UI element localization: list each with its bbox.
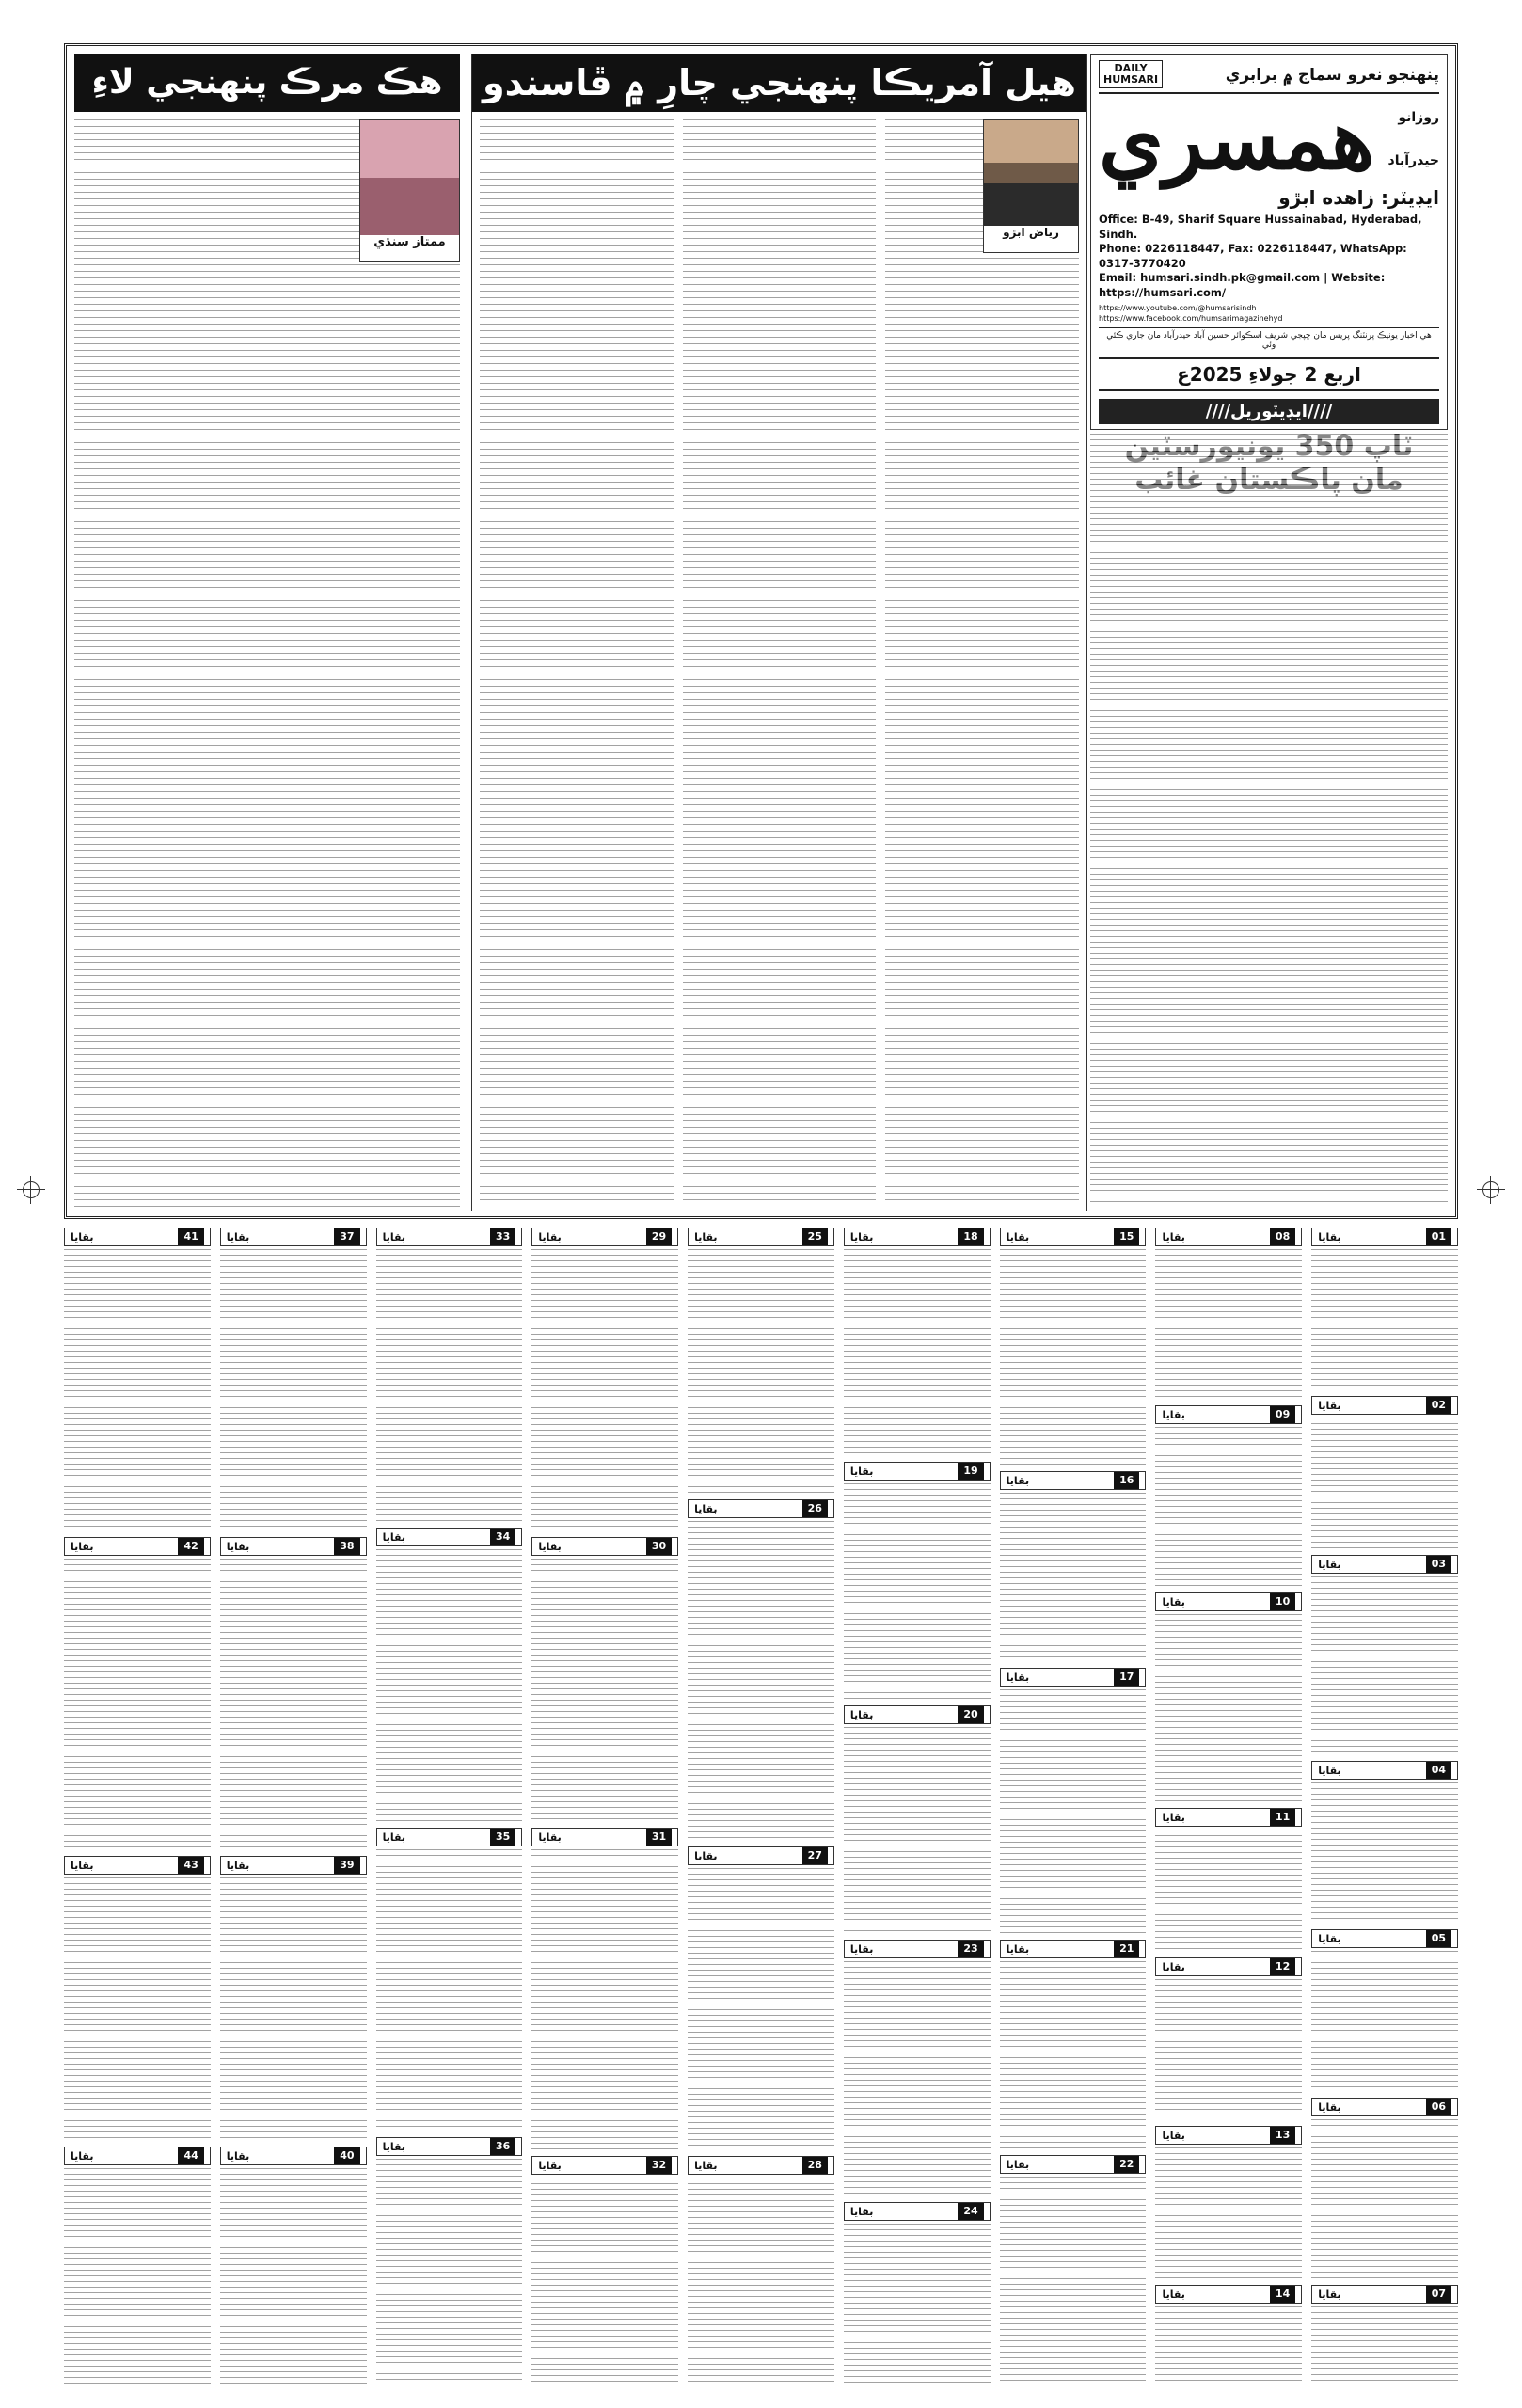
continuation-label: بقايا bbox=[382, 1230, 406, 1244]
continuation-text bbox=[64, 1249, 211, 1531]
continuation-label: بقايا bbox=[694, 1230, 718, 1244]
continuation-number: 30 bbox=[646, 1538, 672, 1555]
continuation-number: 43 bbox=[178, 1857, 203, 1874]
continuation-text bbox=[376, 1249, 523, 1522]
editorial-text bbox=[1090, 434, 1448, 1205]
continuation-tag bbox=[376, 1828, 523, 1846]
continuation-tag bbox=[1311, 1228, 1458, 1246]
continuation-label: بقايا bbox=[849, 1230, 874, 1244]
writer-box bbox=[359, 119, 460, 262]
continuation-tag bbox=[376, 1528, 523, 1546]
continuation-item bbox=[220, 1228, 367, 1531]
continuation-text bbox=[1155, 2147, 1302, 2279]
office-address: Office: B-49, Sharif Square Hussainabad, Hyderabad, Sindh. bbox=[1099, 213, 1422, 241]
continuation-tag bbox=[1155, 2126, 1302, 2145]
continuation-text bbox=[64, 1559, 211, 1850]
continuation-item bbox=[1000, 1471, 1147, 1662]
story-column-1 bbox=[885, 119, 1079, 1203]
continuation-number: 16 bbox=[1114, 1472, 1139, 1489]
printing-notice: هي اخبار يونيڪ پرنٽنگ پريس مان ڇپجي شريف اسڪوائر حسين آباد حيدرآباد مان جاري ڪئي وئي bbox=[1099, 327, 1439, 350]
opinion-body bbox=[74, 119, 460, 1211]
continuation-item bbox=[1311, 1929, 1458, 2092]
city-label: حيدرآباد bbox=[1387, 153, 1439, 169]
continuation-item bbox=[1311, 2285, 1458, 2384]
continuation-item bbox=[64, 1228, 211, 1531]
continuation-label: بقايا bbox=[71, 1540, 94, 1553]
continuation-text bbox=[1155, 1614, 1302, 1802]
continuation-item bbox=[1000, 1940, 1147, 2149]
continuation-label: بقايا bbox=[1162, 2129, 1185, 2142]
continuation-tag bbox=[688, 1499, 834, 1518]
continuation-text bbox=[531, 2178, 678, 2384]
continuation-number: 42 bbox=[178, 1538, 203, 1555]
continuation-tag bbox=[1000, 1940, 1147, 1958]
masthead bbox=[1090, 54, 1448, 430]
continuation-item bbox=[688, 1846, 834, 2150]
continuation-label: بقايا bbox=[849, 1708, 874, 1721]
continuation-tag bbox=[220, 2147, 367, 2165]
registration-mark-left bbox=[17, 1176, 45, 1204]
daily-label: DAILY bbox=[1114, 62, 1148, 74]
continuation-label: بقايا bbox=[1162, 1811, 1185, 1824]
writer-photo bbox=[360, 120, 459, 235]
continuation-text bbox=[844, 2224, 991, 2384]
continuation-item bbox=[844, 1940, 991, 2196]
continuation-text bbox=[220, 1559, 367, 1850]
continuation-tag bbox=[1311, 1396, 1458, 1415]
continuation-item bbox=[844, 1228, 991, 1456]
continuation-item bbox=[1155, 1405, 1302, 1587]
email-website: Email: humsari.sindh.pk@gmail.com | Website: https://humsari.com/ bbox=[1099, 271, 1386, 299]
grid-column bbox=[1311, 1228, 1458, 2384]
continuation-label: بقايا bbox=[694, 1502, 718, 1515]
continuation-label: بقايا bbox=[849, 2205, 874, 2218]
continuation-label: بقايا bbox=[1006, 1230, 1030, 1244]
continuation-label: بقايا bbox=[1006, 1942, 1030, 1956]
continuation-item bbox=[1311, 1228, 1458, 1390]
continuation-text bbox=[220, 1877, 367, 2141]
continuation-tag bbox=[1155, 1405, 1302, 1424]
continuation-number: 03 bbox=[1426, 1556, 1451, 1573]
masthead-top bbox=[1099, 60, 1439, 94]
continuation-number: 25 bbox=[802, 1228, 828, 1245]
grid-column bbox=[220, 1228, 367, 2384]
continuation-tag bbox=[1155, 2285, 1302, 2304]
continuation-label: بقايا bbox=[226, 1859, 250, 1872]
continuation-item bbox=[844, 2202, 991, 2384]
continuation-text bbox=[844, 1249, 991, 1456]
continuation-item bbox=[1155, 2285, 1302, 2384]
continuation-number: 06 bbox=[1426, 2099, 1451, 2115]
author-box bbox=[983, 119, 1079, 253]
continuation-label: بقايا bbox=[71, 2149, 94, 2162]
continuation-tag bbox=[1000, 1668, 1147, 1687]
author-photo bbox=[984, 120, 1078, 226]
author-name: رياض ابڙو bbox=[1003, 226, 1059, 239]
continuation-number: 11 bbox=[1270, 1809, 1295, 1826]
continuation-item bbox=[1155, 1228, 1302, 1400]
continuation-text bbox=[688, 1868, 834, 2150]
continuation-tag bbox=[376, 1228, 523, 1246]
continuation-number: 37 bbox=[334, 1228, 359, 1245]
continuation-label: بقايا bbox=[71, 1230, 94, 1244]
continuation-item bbox=[1311, 1555, 1458, 1755]
continuation-label: بقايا bbox=[694, 1849, 718, 1862]
continuation-number: 21 bbox=[1114, 1941, 1139, 1957]
continuation-text bbox=[844, 1961, 991, 2196]
continuation-text bbox=[688, 1249, 834, 1494]
continuation-label: بقايا bbox=[538, 1830, 562, 1844]
continuation-item bbox=[844, 1462, 991, 1700]
continuation-number: 05 bbox=[1426, 1930, 1451, 1947]
continuation-tag bbox=[531, 1228, 678, 1246]
continuation-number: 39 bbox=[334, 1857, 359, 1874]
continuation-item bbox=[1311, 2098, 1458, 2279]
continuation-item bbox=[531, 2156, 678, 2384]
continuation-label: بقايا bbox=[1162, 1595, 1185, 1608]
continuation-tag bbox=[1155, 1592, 1302, 1611]
continuation-text bbox=[1155, 1979, 1302, 2120]
continuation-item bbox=[220, 1537, 367, 1850]
continuation-tag bbox=[64, 1228, 211, 1246]
continuation-text bbox=[1155, 2306, 1302, 2384]
continuation-tag bbox=[64, 1856, 211, 1875]
continuation-label: بقايا bbox=[849, 1465, 874, 1478]
continuation-label: بقايا bbox=[1162, 1230, 1185, 1244]
continuation-label: بقايا bbox=[226, 1230, 250, 1244]
continuation-number: 32 bbox=[646, 2157, 672, 2174]
grid-column bbox=[64, 1228, 211, 2384]
continuation-text bbox=[531, 1249, 678, 1531]
continuation-number: 15 bbox=[1114, 1228, 1139, 1245]
issue-date: اربع 2 جولاءِ 2025ع bbox=[1099, 357, 1439, 391]
continuation-number: 27 bbox=[802, 1847, 828, 1864]
continuation-item bbox=[376, 1828, 523, 2131]
continuation-tag bbox=[1311, 1929, 1458, 1948]
continuation-number: 34 bbox=[490, 1529, 515, 1545]
continuation-tag bbox=[531, 1537, 678, 1556]
continuation-item bbox=[1311, 1761, 1458, 1924]
continuation-number: 22 bbox=[1114, 2156, 1139, 2173]
continuation-text bbox=[1000, 1961, 1147, 2149]
continuation-label: بقايا bbox=[1318, 2288, 1341, 2301]
continuation-number: 31 bbox=[646, 1829, 672, 1846]
continuation-text bbox=[844, 1727, 991, 1934]
front-page-frame bbox=[64, 43, 1458, 1219]
continuation-text bbox=[1311, 1249, 1458, 1390]
continuation-number: 12 bbox=[1270, 1958, 1295, 1975]
grid-column bbox=[844, 1228, 991, 2384]
story-text-2 bbox=[683, 119, 877, 1203]
continuation-tag bbox=[1000, 2155, 1147, 2174]
continuation-tag bbox=[844, 2202, 991, 2221]
continuation-tag bbox=[64, 2147, 211, 2165]
contact-info bbox=[1099, 213, 1439, 300]
continuation-number: 38 bbox=[334, 1538, 359, 1555]
story-columns bbox=[480, 119, 1079, 1203]
continuation-tag bbox=[688, 1228, 834, 1246]
story-column-3 bbox=[480, 119, 674, 1203]
story-headline: هيل آمريڪا پنهنجي چارِ ۾ ڦاسندو bbox=[472, 54, 1086, 112]
continuation-item bbox=[688, 2156, 834, 2384]
continuation-text bbox=[64, 2168, 211, 2384]
continuation-number: 33 bbox=[490, 1228, 515, 1245]
continuation-label: بقايا bbox=[538, 1230, 562, 1244]
continuation-label: بقايا bbox=[1318, 1399, 1341, 1412]
logo-side bbox=[1388, 110, 1439, 168]
continuation-text bbox=[64, 1877, 211, 2141]
continuation-label: بقايا bbox=[538, 1540, 562, 1553]
feature-story bbox=[471, 54, 1087, 1211]
continuation-tag bbox=[1155, 1808, 1302, 1827]
continuation-item bbox=[64, 1537, 211, 1850]
social-links: https://www.youtube.com/@humsarisindh | https://www.facebook.com/humsarimagazinehyd bbox=[1099, 304, 1283, 323]
continuation-item bbox=[531, 1537, 678, 1822]
continuation-label: بقايا bbox=[1162, 1960, 1185, 1973]
continuation-tag bbox=[1000, 1471, 1147, 1490]
continuation-label: بقايا bbox=[382, 1530, 406, 1544]
continuation-label: بقايا bbox=[226, 2149, 250, 2162]
story-text-1 bbox=[885, 119, 1079, 1203]
continuation-text bbox=[1155, 1427, 1302, 1587]
continuation-label: بقايا bbox=[1006, 1474, 1030, 1487]
editorial-label: ////ايڊيٽوريل//// bbox=[1099, 399, 1439, 424]
continuation-number: 04 bbox=[1426, 1762, 1451, 1779]
continuation-label: بقايا bbox=[1318, 1764, 1341, 1777]
grid-column bbox=[1000, 1228, 1147, 2384]
continuation-text bbox=[1311, 1782, 1458, 1924]
continuation-item bbox=[531, 1228, 678, 1531]
story-column-2 bbox=[683, 119, 877, 1203]
continuation-tag bbox=[688, 2156, 834, 2175]
continuation-tag bbox=[1311, 1761, 1458, 1780]
continuation-text bbox=[1311, 1951, 1458, 2092]
continuation-text bbox=[1000, 2177, 1147, 2384]
continuation-tag bbox=[220, 1228, 367, 1246]
continuation-item bbox=[688, 1228, 834, 1494]
continuation-label: بقايا bbox=[538, 2159, 562, 2172]
continuation-tag bbox=[531, 1828, 678, 1846]
continuation-tag bbox=[1155, 1228, 1302, 1246]
continuation-item bbox=[1155, 1957, 1302, 2120]
continuation-text bbox=[376, 1849, 523, 2131]
continuation-number: 17 bbox=[1114, 1669, 1139, 1686]
daily-name: HUMSARI bbox=[1103, 73, 1159, 87]
continuation-label: بقايا bbox=[382, 2140, 406, 2153]
continuation-label: بقايا bbox=[1318, 1932, 1341, 1945]
continuation-item bbox=[688, 1499, 834, 1841]
continuation-tag bbox=[1311, 2285, 1458, 2304]
editorial-body bbox=[1090, 434, 1448, 1205]
continuation-text bbox=[1311, 2119, 1458, 2279]
continuation-number: 07 bbox=[1426, 2286, 1451, 2303]
continuation-number: 23 bbox=[958, 1941, 983, 1957]
continuation-grid bbox=[64, 1228, 1458, 2384]
continuation-tag bbox=[844, 1705, 991, 1724]
continuation-number: 35 bbox=[490, 1829, 515, 1846]
continuation-label: بقايا bbox=[226, 1540, 250, 1553]
newspaper-logo: همسري bbox=[1099, 90, 1375, 189]
continuation-item bbox=[1155, 1808, 1302, 1952]
continuation-item bbox=[1000, 1668, 1147, 1934]
continuation-number: 01 bbox=[1426, 1228, 1451, 1245]
continuation-text bbox=[220, 2168, 367, 2384]
continuation-item bbox=[220, 2147, 367, 2384]
continuation-item bbox=[64, 1856, 211, 2141]
continuation-number: 18 bbox=[958, 1228, 983, 1245]
continuation-text bbox=[1155, 1830, 1302, 1952]
continuation-text bbox=[844, 1483, 991, 1700]
continuation-number: 20 bbox=[958, 1706, 983, 1723]
grid-column bbox=[531, 1228, 678, 2384]
continuation-tag bbox=[220, 1856, 367, 1875]
continuation-item bbox=[220, 1856, 367, 2141]
grid-column bbox=[376, 1228, 523, 2384]
continuation-number: 44 bbox=[178, 2147, 203, 2164]
continuation-label: بقايا bbox=[1162, 1408, 1185, 1421]
continuation-tag bbox=[1311, 2098, 1458, 2116]
continuation-tag bbox=[64, 1537, 211, 1556]
continuation-text bbox=[688, 2178, 834, 2384]
continuation-number: 24 bbox=[958, 2203, 983, 2220]
continuation-number: 08 bbox=[1270, 1228, 1295, 1245]
continuation-tag bbox=[1155, 1957, 1302, 1976]
continuation-tag bbox=[844, 1940, 991, 1958]
editor-name: ايڊيٽر: زاهده ابڙو bbox=[1278, 186, 1439, 210]
continuation-text bbox=[1311, 2306, 1458, 2384]
continuation-number: 36 bbox=[490, 2138, 515, 2155]
continuation-number: 09 bbox=[1270, 1406, 1295, 1423]
continuation-number: 14 bbox=[1270, 2286, 1295, 2303]
phone-numbers: Phone: 0226118447, Fax: 0226118447, WhatsApp: 0317-3770420 bbox=[1099, 242, 1407, 270]
continuation-tag bbox=[844, 1228, 991, 1246]
continuation-text bbox=[220, 1249, 367, 1531]
continuation-label: بقايا bbox=[382, 1830, 406, 1844]
continuation-item bbox=[64, 2147, 211, 2384]
continuation-label: بقايا bbox=[1006, 2158, 1030, 2171]
continuation-text bbox=[1000, 1493, 1147, 1662]
continuation-item bbox=[844, 1705, 991, 1934]
continuation-item bbox=[1155, 2126, 1302, 2279]
continuation-label: بقايا bbox=[71, 1859, 94, 1872]
opinion-headline: هڪ مرڪ پنهنجي لاءِ bbox=[74, 54, 460, 112]
continuation-item bbox=[376, 1528, 523, 1822]
opinion-column bbox=[74, 54, 460, 1211]
continuation-tag bbox=[376, 2137, 523, 2156]
continuation-number: 40 bbox=[334, 2147, 359, 2164]
continuation-item bbox=[376, 2137, 523, 2384]
continuation-tag bbox=[220, 1537, 367, 1556]
continuation-label: بقايا bbox=[1006, 1671, 1030, 1684]
continuation-tag bbox=[844, 1462, 991, 1481]
continuation-text bbox=[531, 1559, 678, 1822]
continuation-label: بقايا bbox=[1162, 2288, 1185, 2301]
continuation-label: بقايا bbox=[849, 1942, 874, 1956]
continuation-item bbox=[1000, 2155, 1147, 2384]
continuation-item bbox=[1155, 1592, 1302, 1802]
continuation-label: بقايا bbox=[1318, 1230, 1341, 1244]
continuation-text bbox=[376, 1549, 523, 1822]
continuation-item bbox=[531, 1828, 678, 2150]
grid-column bbox=[688, 1228, 834, 2384]
tagline: پنهنجو نعرو سماج ۾ برابري bbox=[1225, 65, 1439, 85]
continuation-number: 29 bbox=[646, 1228, 672, 1245]
registration-mark-right bbox=[1477, 1176, 1505, 1204]
continuation-text bbox=[1000, 1249, 1147, 1465]
continuation-text bbox=[1000, 1689, 1147, 1934]
continuation-text bbox=[376, 2159, 523, 2384]
grid-column bbox=[1155, 1228, 1302, 2384]
continuation-tag bbox=[531, 2156, 678, 2175]
logo-row bbox=[1099, 90, 1439, 189]
continuation-text bbox=[1311, 1418, 1458, 1549]
continuation-tag bbox=[688, 1846, 834, 1865]
roznama-label: روزانو bbox=[1398, 110, 1439, 126]
continuation-label: بقايا bbox=[1318, 1558, 1341, 1571]
daily-badge bbox=[1099, 60, 1163, 88]
continuation-text bbox=[1311, 1576, 1458, 1755]
continuation-number: 10 bbox=[1270, 1593, 1295, 1610]
continuation-item bbox=[1311, 1396, 1458, 1549]
continuation-text bbox=[1155, 1249, 1302, 1400]
opinion-text bbox=[74, 119, 460, 1211]
continuation-label: بقايا bbox=[694, 2159, 718, 2172]
continuation-item bbox=[1000, 1228, 1147, 1465]
continuation-tag bbox=[1000, 1228, 1147, 1246]
continuation-number: 19 bbox=[958, 1463, 983, 1480]
continuation-tag bbox=[1311, 1555, 1458, 1574]
continuation-label: بقايا bbox=[1318, 2100, 1341, 2114]
writer-name: ممتاز سنڌي bbox=[373, 235, 446, 249]
continuation-number: 13 bbox=[1270, 2127, 1295, 2144]
continuation-number: 26 bbox=[802, 1500, 828, 1517]
continuation-number: 02 bbox=[1426, 1397, 1451, 1414]
story-text-3 bbox=[480, 119, 674, 1203]
continuation-text bbox=[688, 1521, 834, 1841]
continuation-text bbox=[531, 1849, 678, 2150]
continuation-number: 41 bbox=[178, 1228, 203, 1245]
continuation-number: 28 bbox=[802, 2157, 828, 2174]
continuation-item bbox=[376, 1228, 523, 1522]
